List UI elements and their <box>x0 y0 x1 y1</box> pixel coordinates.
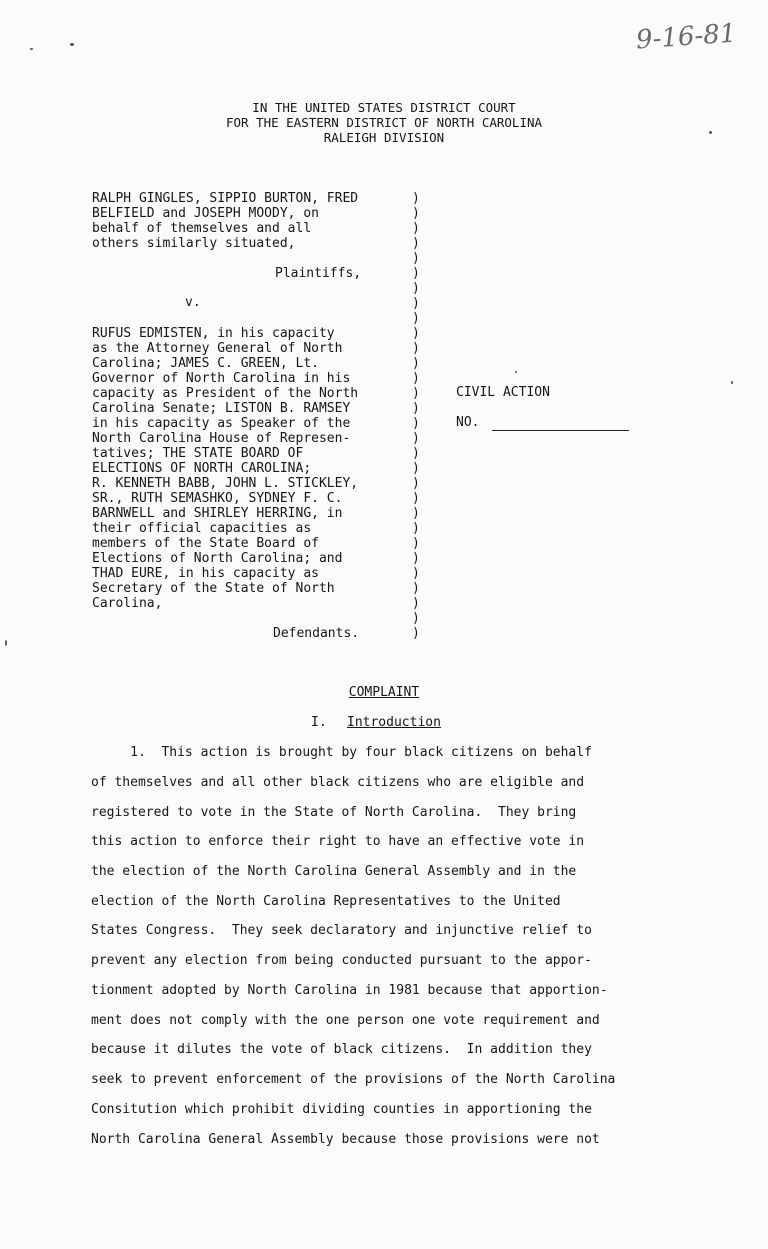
caption-paren: ) <box>412 416 420 431</box>
civil-action-label: CIVIL ACTION <box>456 385 550 400</box>
defendants-line: ELECTIONS OF NORTH CAROLINA; <box>92 461 312 476</box>
defendants-line: THAD EURE, in his capacity as <box>92 566 319 581</box>
caption-paren: ) <box>412 401 420 416</box>
body-line: ment does not comply with the one person one vote requirement and <box>91 1013 600 1028</box>
caption-paren: ) <box>412 476 420 491</box>
defendants-line: their official capacities as <box>92 521 312 536</box>
handwritten-date: 9-16-81 <box>635 18 738 56</box>
body-line: registered to vote in the State of North Carolina. They bring <box>91 805 577 820</box>
caption-paren: ) <box>412 521 420 536</box>
caption-paren: ) <box>412 491 420 506</box>
caption-paren: ) <box>412 581 420 596</box>
defendants-line: capacity as President of the North <box>92 386 359 401</box>
body-line: because it dilutes the vote of black citizens. In addition they <box>91 1042 592 1057</box>
caption-paren: ) <box>412 566 420 581</box>
body-line: this action to enforce their right to have an effective vote in <box>91 834 585 849</box>
case-number-label: NO. <box>456 415 480 430</box>
scan-speck <box>709 131 712 134</box>
section-title: Introduction <box>347 715 441 730</box>
body-line: 1. This action is brought by four black citizens on behalf <box>91 745 592 760</box>
caption-paren: ) <box>412 251 420 266</box>
plaintiffs-label: Plaintiffs, <box>275 266 362 281</box>
defendants-line: in his capacity as Speaker of the <box>92 416 351 431</box>
scan-speck <box>5 640 7 646</box>
caption-paren: ) <box>412 191 420 206</box>
caption-paren: ) <box>412 386 420 401</box>
caption-paren: ) <box>412 356 420 371</box>
defendants-line: Secretary of the State of North <box>92 581 335 596</box>
defendants-line: Elections of North Carolina; and <box>92 551 343 566</box>
caption-paren: ) <box>412 611 420 626</box>
caption-paren: ) <box>412 266 420 281</box>
defendants-line: North Carolina House of Represen- <box>92 431 351 446</box>
defendants-line: tatives; THE STATE BOARD OF <box>92 446 304 461</box>
case-number-blank <box>492 430 629 431</box>
body-line: States Congress. They seek declaratory and injunctive relief to <box>91 923 592 938</box>
body-line: Consitution which prohibit dividing counties in apportioning the <box>91 1102 592 1117</box>
body-line: tionment adopted by North Carolina in 1981 because that apportion- <box>91 983 608 998</box>
section-number: I. <box>311 715 327 730</box>
caption-paren: ) <box>412 596 420 611</box>
plaintiffs-line: RALPH GINGLES, SIPPIO BURTON, FRED <box>92 191 359 206</box>
versus-label: v. <box>185 295 201 310</box>
caption-paren: ) <box>412 296 420 311</box>
body-line: the election of the North Carolina General Assembly and in the <box>91 864 577 879</box>
scan-speck <box>30 48 33 50</box>
defendants-line: RUFUS EDMISTEN, in his capacity <box>92 326 335 341</box>
plaintiffs-line: BELFIELD and JOSEPH MOODY, on <box>92 206 319 221</box>
defendants-line: Carolina Senate; LISTON B. RAMSEY <box>92 401 351 416</box>
court-heading-line-2: FOR THE EASTERN DISTRICT OF NORTH CAROLINA <box>225 115 543 130</box>
defendants-line: Carolina; JAMES C. GREEN, Lt. <box>92 356 319 371</box>
caption-paren: ) <box>412 281 420 296</box>
defendants-label: Defendants. <box>273 626 360 641</box>
court-heading-line-1: IN THE UNITED STATES DISTRICT COURT <box>252 100 516 115</box>
caption-paren: ) <box>412 311 420 326</box>
caption-paren: ) <box>412 461 420 476</box>
caption-paren: ) <box>412 221 420 236</box>
scan-speck <box>731 381 733 384</box>
caption-paren: ) <box>412 431 420 446</box>
defendants-line: Carolina, <box>92 596 163 611</box>
body-line: prevent any election from being conducted pursuant to the appor- <box>91 953 592 968</box>
defendants-line: R. KENNETH BABB, JOHN L. STICKLEY, <box>92 476 359 491</box>
caption-paren: ) <box>412 446 420 461</box>
court-heading-line-3: RALEIGH DIVISION <box>323 130 445 145</box>
scan-speck <box>70 43 74 46</box>
body-line: election of the North Carolina Representatives to the United <box>91 894 561 909</box>
caption-paren: ) <box>412 236 420 251</box>
defendants-line: as the Attorney General of North <box>92 341 343 356</box>
caption-paren: ) <box>412 551 420 566</box>
plaintiffs-line: behalf of themselves and all <box>92 221 312 236</box>
caption-paren: ) <box>412 341 420 356</box>
caption-paren: ) <box>412 206 420 221</box>
caption-paren: ) <box>412 371 420 386</box>
caption-paren: ) <box>412 536 420 551</box>
defendants-line: members of the State Board of <box>92 536 319 551</box>
plaintiffs-line: others similarly situated, <box>92 236 296 251</box>
defendants-line: Governor of North Carolina in his <box>92 371 351 386</box>
caption-paren: ) <box>412 626 420 641</box>
caption-paren: ) <box>412 326 420 341</box>
body-line: of themselves and all other black citizens who are eligible and <box>91 775 585 790</box>
body-line: seek to prevent enforcement of the provisions of the North Carolina <box>91 1072 616 1087</box>
complaint-title: COMPLAINT <box>348 685 420 700</box>
scan-speck <box>515 371 517 373</box>
caption-paren: ) <box>412 506 420 521</box>
body-line: North Carolina General Assembly because those provisions were not <box>91 1132 600 1147</box>
defendants-line: SR., RUTH SEMASHKO, SYDNEY F. C. <box>92 491 343 506</box>
defendants-line: BARNWELL and SHIRLEY HERRING, in <box>92 506 343 521</box>
